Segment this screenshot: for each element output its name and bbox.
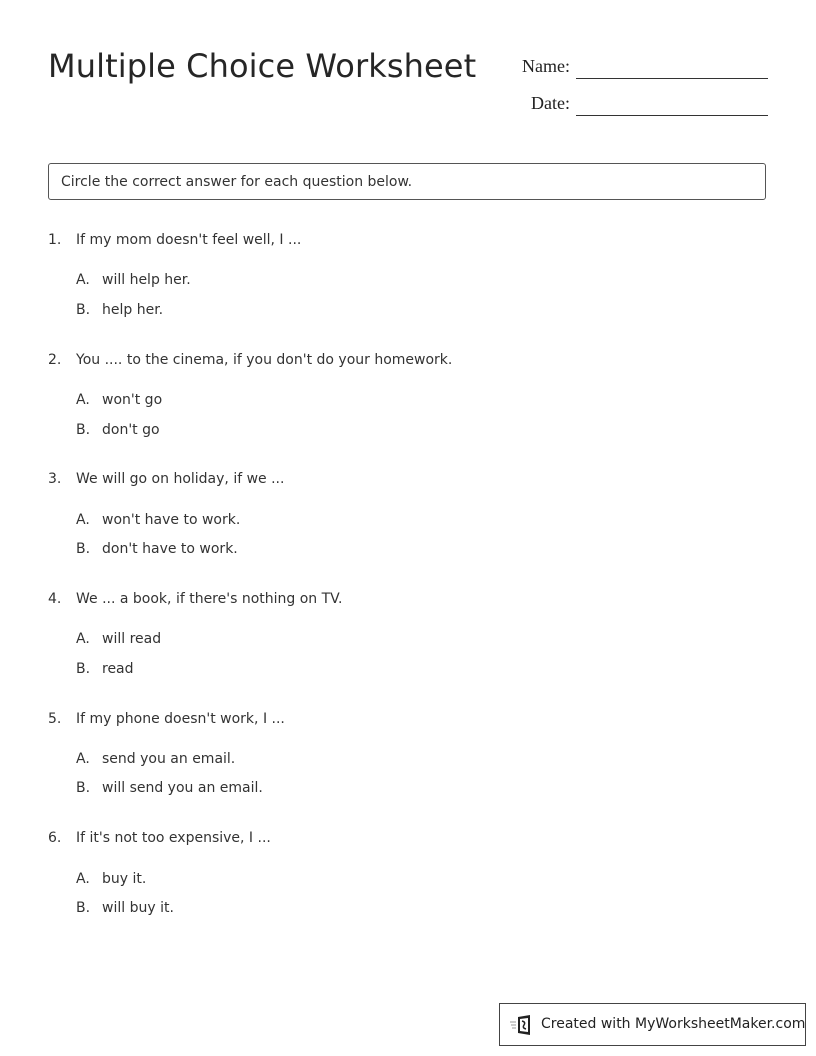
option-text: buy it. [102, 871, 147, 887]
option-a[interactable] [76, 751, 235, 767]
question-number: 4. [48, 591, 62, 607]
option-text: won't have to work. [102, 512, 241, 528]
option-b[interactable] [76, 541, 238, 557]
question-number: 5. [48, 711, 62, 727]
option-letter: B. [76, 900, 91, 916]
option-b[interactable] [76, 422, 160, 438]
option-b[interactable] [76, 661, 134, 677]
option-letter: A. [76, 392, 90, 408]
option-b[interactable] [76, 780, 263, 796]
option-text: don't go [102, 422, 160, 438]
option-text: don't have to work. [102, 541, 238, 557]
option-a[interactable] [76, 631, 161, 647]
option-text: help her. [102, 302, 164, 318]
option-a[interactable] [76, 392, 162, 408]
option-text: send you an email. [102, 751, 236, 767]
option-text: won't go [102, 392, 163, 408]
date-field[interactable] [500, 86, 768, 116]
option-text: will help her. [102, 272, 191, 288]
question-number: 1. [48, 232, 62, 248]
question-text: If my mom doesn't feel well, I ... [76, 232, 302, 248]
question-text: We ... a book, if there's nothing on TV. [76, 591, 343, 607]
name-field[interactable] [500, 49, 768, 79]
option-text: will read [102, 631, 162, 647]
option-letter: B. [76, 780, 91, 796]
option-text: read [102, 661, 134, 677]
instructions-text: Circle the correct answer for each question below. [61, 174, 413, 190]
date-label: Date: [531, 93, 570, 113]
option-a[interactable] [76, 272, 191, 288]
question-number: 3. [48, 471, 62, 487]
option-b[interactable] [76, 302, 163, 318]
worksheet-maker-logo-icon [510, 1015, 534, 1035]
name-input-line[interactable] [576, 78, 768, 79]
question-text: You .... to the cinema, if you don't do your homework. [76, 352, 453, 368]
question-number: 2. [48, 352, 62, 368]
question-text: We will go on holiday, if we ... [76, 471, 285, 487]
footer-credit[interactable] [499, 1003, 806, 1046]
option-letter: A. [76, 751, 90, 767]
option-letter: A. [76, 512, 90, 528]
option-text: will buy it. [102, 900, 174, 916]
option-letter: B. [76, 422, 91, 438]
option-letter: B. [76, 302, 91, 318]
question-text: If it's not too expensive, I ... [76, 830, 271, 846]
option-letter: B. [76, 661, 91, 677]
instructions-box [48, 163, 766, 200]
option-a[interactable] [76, 512, 240, 528]
date-input-line[interactable] [576, 115, 768, 116]
footer-text: Created with MyWorksheetMaker.com [541, 1016, 806, 1032]
option-text: will send you an email. [102, 780, 263, 796]
option-b[interactable] [76, 900, 174, 916]
question-text: If my phone doesn't work, I ... [76, 711, 285, 727]
option-letter: A. [76, 631, 90, 647]
name-label: Name: [522, 56, 570, 76]
option-letter: B. [76, 541, 91, 557]
option-letter: A. [76, 272, 90, 288]
option-a[interactable] [76, 871, 146, 887]
page-title: Multiple Choice Worksheet [48, 47, 477, 85]
option-letter: A. [76, 871, 90, 887]
question-number: 6. [48, 830, 62, 846]
